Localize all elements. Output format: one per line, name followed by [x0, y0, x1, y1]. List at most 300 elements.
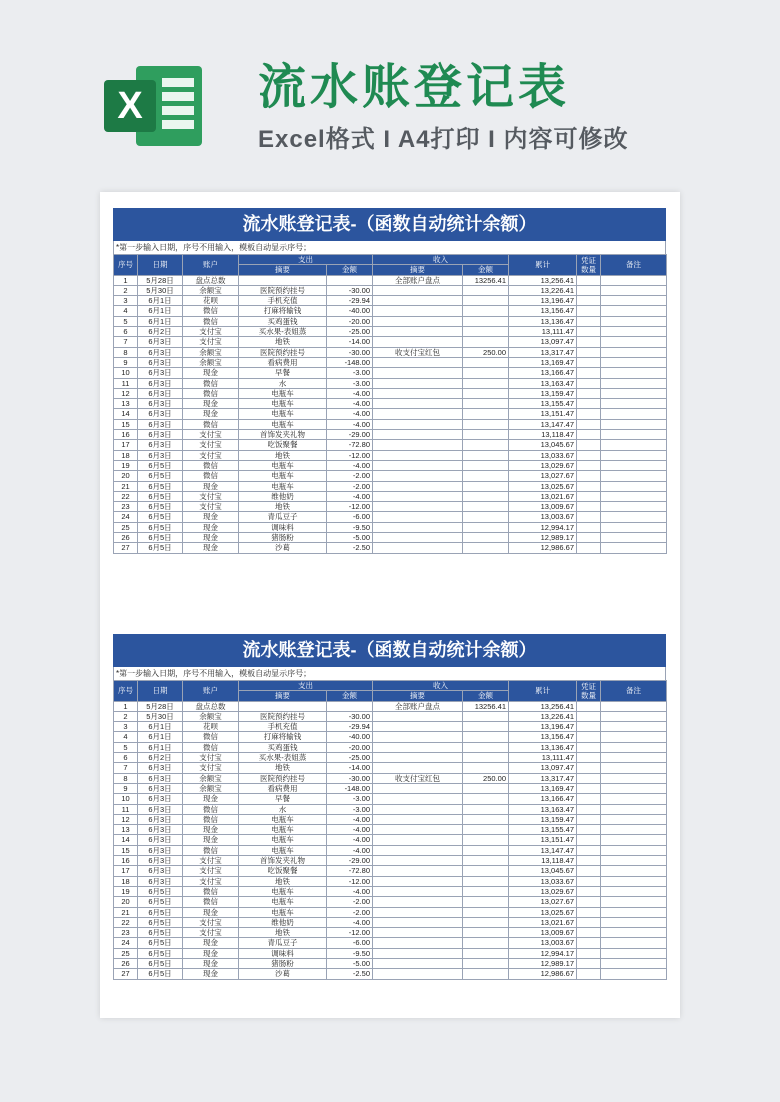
row-expense-amount: -4.00 [327, 409, 373, 419]
row-voucher [577, 471, 601, 481]
row-income-summary [373, 306, 463, 316]
row-expense-amount: -4.00 [327, 845, 373, 855]
row-voucher [577, 897, 601, 907]
table-row [114, 886, 667, 896]
row-income-summary [373, 481, 463, 491]
row-expense-amount: -40.00 [327, 306, 373, 316]
row-income-amount [463, 804, 509, 814]
row-remark [601, 357, 667, 367]
row-voucher [577, 773, 601, 783]
row-number: 11 [114, 378, 138, 388]
row-remark [601, 948, 667, 958]
row-balance: 13,155.47 [509, 399, 577, 409]
row-expense-amount: -20.00 [327, 742, 373, 752]
row-account: 支付宝 [183, 763, 239, 773]
row-number: 11 [114, 804, 138, 814]
row-income-summary [373, 491, 463, 501]
row-expense-amount: -3.00 [327, 794, 373, 804]
row-account: 余额宝 [183, 711, 239, 721]
row-expense-summary: 电瓶车 [239, 897, 327, 907]
row-expense-amount [327, 701, 373, 711]
row-remark [601, 533, 667, 543]
header-voucher [577, 681, 601, 702]
row-expense-summary: 首饰发夹礼物 [239, 856, 327, 866]
header-income-amount: 金额 [463, 691, 509, 701]
row-income-summary [373, 471, 463, 481]
row-voucher [577, 502, 601, 512]
row-account: 支付宝 [183, 337, 239, 347]
row-expense-amount: -148.00 [327, 783, 373, 793]
row-date: 6月1日 [138, 296, 183, 306]
row-expense-summary: 电瓶车 [239, 835, 327, 845]
row-remark [601, 804, 667, 814]
row-expense-amount: -4.00 [327, 388, 373, 398]
row-income-amount [463, 886, 509, 896]
row-remark [601, 388, 667, 398]
row-date: 6月5日 [138, 481, 183, 491]
header-voucher [577, 255, 601, 276]
header-account: 账户 [183, 255, 239, 276]
row-voucher [577, 917, 601, 927]
row-expense-amount: -29.00 [327, 430, 373, 440]
row-income-summary [373, 512, 463, 522]
row-balance: 13,033.67 [509, 450, 577, 460]
row-expense-summary: 电瓶车 [239, 907, 327, 917]
table-row [114, 928, 667, 938]
row-expense-summary: 青瓜豆子 [239, 512, 327, 522]
row-account: 微信 [183, 419, 239, 429]
row-voucher [577, 512, 601, 522]
row-income-summary: 全部账户盘点 [373, 701, 463, 711]
row-income-summary [373, 825, 463, 835]
row-number: 26 [114, 533, 138, 543]
row-balance: 13,151.47 [509, 835, 577, 845]
page-title: 流水账登记表 [258, 61, 571, 114]
row-expense-summary: 打麻将输钱 [239, 306, 327, 316]
row-voucher [577, 928, 601, 938]
row-income-summary [373, 763, 463, 773]
row-number: 24 [114, 938, 138, 948]
row-income-summary [373, 783, 463, 793]
row-date: 6月1日 [138, 722, 183, 732]
table-row [114, 522, 667, 532]
row-expense-summary: 地铁 [239, 502, 327, 512]
row-income-amount [463, 794, 509, 804]
row-balance: 13,118.47 [509, 856, 577, 866]
row-number: 23 [114, 502, 138, 512]
row-expense-amount: -6.00 [327, 938, 373, 948]
row-balance: 13,029.67 [509, 460, 577, 470]
row-expense-amount: -14.00 [327, 763, 373, 773]
row-date: 6月3日 [138, 347, 183, 357]
row-expense-summary: 医院预约挂号 [239, 773, 327, 783]
row-account: 支付宝 [183, 491, 239, 501]
row-remark [601, 440, 667, 450]
row-income-summary [373, 460, 463, 470]
row-remark [601, 814, 667, 824]
row-voucher [577, 430, 601, 440]
row-expense-summary: 水 [239, 804, 327, 814]
row-balance: 13,169.47 [509, 783, 577, 793]
row-account: 支付宝 [183, 753, 239, 763]
row-number: 26 [114, 959, 138, 969]
header-expense-summary: 摘要 [239, 265, 327, 275]
row-remark [601, 742, 667, 752]
row-account: 现金 [183, 907, 239, 917]
row-income-amount [463, 450, 509, 460]
row-expense-amount: -72.80 [327, 440, 373, 450]
table-row [114, 440, 667, 450]
row-income-amount [463, 357, 509, 367]
row-voucher [577, 419, 601, 429]
row-voucher [577, 316, 601, 326]
row-remark [601, 897, 667, 907]
row-number: 6 [114, 753, 138, 763]
row-voucher [577, 399, 601, 409]
row-account: 微信 [183, 814, 239, 824]
row-date: 6月5日 [138, 533, 183, 543]
header-income: 收入 [373, 255, 509, 265]
row-income-summary [373, 938, 463, 948]
row-number: 3 [114, 722, 138, 732]
row-balance: 13,021.67 [509, 491, 577, 501]
row-income-amount [463, 327, 509, 337]
row-expense-summary: 手机充值 [239, 296, 327, 306]
table-row [114, 907, 667, 917]
row-remark [601, 722, 667, 732]
sheet-note: *第一步输入日期，序号不用输入，模板自动显示序号； [113, 241, 666, 254]
row-voucher [577, 296, 601, 306]
row-balance: 13,317.47 [509, 347, 577, 357]
row-remark [601, 856, 667, 866]
header-expense-amount: 金额 [327, 265, 373, 275]
row-expense-amount: -2.00 [327, 907, 373, 917]
ledger-table [113, 254, 667, 554]
row-date: 6月3日 [138, 814, 183, 824]
row-number: 25 [114, 948, 138, 958]
row-remark [601, 275, 667, 285]
row-income-amount: 13256.41 [463, 701, 509, 711]
row-income-amount [463, 543, 509, 553]
row-date: 5月28日 [138, 701, 183, 711]
row-expense-amount: -9.50 [327, 522, 373, 532]
row-expense-amount: -29.00 [327, 856, 373, 866]
row-voucher [577, 711, 601, 721]
row-income-summary [373, 856, 463, 866]
row-expense-summary: 电瓶车 [239, 886, 327, 896]
row-account: 盘点总数 [183, 701, 239, 711]
header-income-amount: 金额 [463, 265, 509, 275]
table-row [114, 794, 667, 804]
page-subtitle: Excel格式 I A4打印 I 内容可修改 [258, 126, 629, 153]
row-account: 支付宝 [183, 327, 239, 337]
row-remark [601, 866, 667, 876]
header-date: 日期 [138, 681, 183, 702]
header-income-summary: 摘要 [373, 691, 463, 701]
table-row [114, 460, 667, 470]
row-remark [601, 753, 667, 763]
row-voucher [577, 481, 601, 491]
row-income-summary [373, 337, 463, 347]
row-expense-amount: -3.00 [327, 804, 373, 814]
row-income-amount [463, 368, 509, 378]
table-row [114, 481, 667, 491]
row-expense-amount: -4.00 [327, 814, 373, 824]
row-account: 支付宝 [183, 876, 239, 886]
row-date: 6月2日 [138, 327, 183, 337]
row-number: 24 [114, 512, 138, 522]
row-income-amount [463, 907, 509, 917]
row-account: 现金 [183, 409, 239, 419]
row-income-amount [463, 722, 509, 732]
row-expense-amount: -25.00 [327, 327, 373, 337]
row-date: 6月3日 [138, 337, 183, 347]
row-expense-amount: -72.80 [327, 866, 373, 876]
row-remark [601, 876, 667, 886]
row-income-summary: 全部账户盘点 [373, 275, 463, 285]
row-balance: 13,003.67 [509, 938, 577, 948]
row-balance: 12,986.67 [509, 543, 577, 553]
row-voucher [577, 959, 601, 969]
row-number: 17 [114, 440, 138, 450]
row-number: 9 [114, 783, 138, 793]
row-date: 6月5日 [138, 543, 183, 553]
row-number: 21 [114, 481, 138, 491]
table-row [114, 773, 667, 783]
row-date: 6月5日 [138, 928, 183, 938]
row-date: 6月3日 [138, 804, 183, 814]
row-number: 15 [114, 419, 138, 429]
row-number: 25 [114, 522, 138, 532]
table-row [114, 275, 667, 285]
row-expense-amount: -4.00 [327, 419, 373, 429]
row-account: 花呗 [183, 296, 239, 306]
row-expense-amount: -4.00 [327, 399, 373, 409]
row-voucher [577, 275, 601, 285]
row-account: 微信 [183, 316, 239, 326]
row-number: 16 [114, 856, 138, 866]
row-expense-amount: -3.00 [327, 368, 373, 378]
row-voucher [577, 814, 601, 824]
row-income-amount [463, 409, 509, 419]
row-account: 现金 [183, 959, 239, 969]
row-balance: 13,147.47 [509, 845, 577, 855]
row-income-summary [373, 357, 463, 367]
row-date: 6月3日 [138, 845, 183, 855]
row-date: 6月3日 [138, 409, 183, 419]
row-number: 2 [114, 711, 138, 721]
row-income-summary [373, 907, 463, 917]
row-number: 4 [114, 306, 138, 316]
row-income-summary [373, 440, 463, 450]
row-expense-amount: -2.00 [327, 481, 373, 491]
row-voucher [577, 876, 601, 886]
header-income: 收入 [373, 681, 509, 691]
table-row [114, 753, 667, 763]
row-date: 6月5日 [138, 938, 183, 948]
row-income-summary [373, 928, 463, 938]
row-balance: 13,045.67 [509, 440, 577, 450]
row-income-amount [463, 845, 509, 855]
row-account: 支付宝 [183, 440, 239, 450]
row-expense-summary: 买水果-表姐蒸 [239, 327, 327, 337]
table-row [114, 825, 667, 835]
row-income-amount: 250.00 [463, 773, 509, 783]
row-date: 6月1日 [138, 742, 183, 752]
row-account: 现金 [183, 399, 239, 409]
row-voucher [577, 522, 601, 532]
row-balance: 13,029.67 [509, 886, 577, 896]
row-remark [601, 502, 667, 512]
row-number: 4 [114, 732, 138, 742]
row-number: 16 [114, 430, 138, 440]
row-expense-amount: -2.50 [327, 543, 373, 553]
row-date: 6月5日 [138, 502, 183, 512]
svg-text:X: X [117, 85, 143, 127]
row-expense-summary: 早餐 [239, 794, 327, 804]
row-balance: 13,155.47 [509, 825, 577, 835]
row-account: 微信 [183, 804, 239, 814]
row-income-amount [463, 959, 509, 969]
row-balance: 13,009.67 [509, 928, 577, 938]
row-remark [601, 825, 667, 835]
row-income-summary [373, 327, 463, 337]
row-account: 现金 [183, 481, 239, 491]
row-balance: 13,226.41 [509, 285, 577, 295]
row-voucher [577, 969, 601, 979]
row-expense-summary: 电瓶车 [239, 845, 327, 855]
row-income-amount [463, 928, 509, 938]
table-row [114, 866, 667, 876]
row-balance: 12,989.17 [509, 959, 577, 969]
table-row [114, 835, 667, 845]
header-expense: 支出 [239, 681, 373, 691]
row-income-summary [373, 285, 463, 295]
row-date: 6月3日 [138, 388, 183, 398]
row-expense-amount: -5.00 [327, 959, 373, 969]
row-expense-summary: 调味料 [239, 948, 327, 958]
table-row [114, 491, 667, 501]
row-date: 6月3日 [138, 825, 183, 835]
row-expense-summary: 水 [239, 378, 327, 388]
row-income-summary: 收支付宝红包 [373, 347, 463, 357]
row-date: 5月30日 [138, 285, 183, 295]
row-expense-summary: 吃饭聚餐 [239, 440, 327, 450]
row-date: 6月3日 [138, 763, 183, 773]
row-date: 6月3日 [138, 876, 183, 886]
row-account: 现金 [183, 512, 239, 522]
row-remark [601, 337, 667, 347]
table-row [114, 959, 667, 969]
row-income-amount [463, 742, 509, 752]
row-voucher [577, 409, 601, 419]
row-balance: 12,994.17 [509, 522, 577, 532]
header-voucher-label: 凭证 [581, 255, 596, 265]
row-income-amount [463, 732, 509, 742]
row-remark [601, 430, 667, 440]
row-expense-summary: 电瓶车 [239, 814, 327, 824]
table-row [114, 711, 667, 721]
row-balance: 13,025.67 [509, 907, 577, 917]
row-income-amount [463, 856, 509, 866]
row-income-amount [463, 522, 509, 532]
row-income-amount [463, 502, 509, 512]
table-row [114, 368, 667, 378]
row-number: 19 [114, 886, 138, 896]
row-balance: 13,021.67 [509, 917, 577, 927]
row-remark [601, 491, 667, 501]
row-number: 14 [114, 409, 138, 419]
row-balance: 13,097.47 [509, 337, 577, 347]
header-account: 账户 [183, 681, 239, 702]
row-expense-summary [239, 701, 327, 711]
row-account: 余额宝 [183, 773, 239, 783]
table-row [114, 419, 667, 429]
row-voucher [577, 440, 601, 450]
row-expense-summary: 沙葛 [239, 969, 327, 979]
table-row [114, 938, 667, 948]
header-balance: 累计 [509, 681, 577, 702]
row-income-summary [373, 876, 463, 886]
row-date: 6月5日 [138, 948, 183, 958]
row-number: 20 [114, 471, 138, 481]
row-account: 微信 [183, 845, 239, 855]
row-date: 6月3日 [138, 440, 183, 450]
row-income-amount [463, 481, 509, 491]
row-remark [601, 938, 667, 948]
row-balance: 13,027.67 [509, 471, 577, 481]
row-voucher [577, 856, 601, 866]
row-expense-summary: 地铁 [239, 763, 327, 773]
row-date: 6月3日 [138, 419, 183, 429]
row-income-summary [373, 522, 463, 532]
row-account: 微信 [183, 460, 239, 470]
row-expense-amount: -4.00 [327, 491, 373, 501]
row-voucher [577, 347, 601, 357]
header-voucher-count: 数量 [581, 264, 596, 274]
row-number: 23 [114, 928, 138, 938]
row-income-summary [373, 814, 463, 824]
row-income-amount [463, 533, 509, 543]
row-expense-summary: 买鸡蛋钱 [239, 742, 327, 752]
row-balance: 12,994.17 [509, 948, 577, 958]
row-date: 6月5日 [138, 959, 183, 969]
row-balance: 12,989.17 [509, 533, 577, 543]
row-voucher [577, 825, 601, 835]
row-date: 6月3日 [138, 399, 183, 409]
row-expense-summary: 地铁 [239, 337, 327, 347]
row-voucher [577, 804, 601, 814]
row-account: 支付宝 [183, 430, 239, 440]
row-remark [601, 316, 667, 326]
row-income-summary [373, 917, 463, 927]
table-row [114, 512, 667, 522]
row-voucher [577, 368, 601, 378]
row-income-amount [463, 938, 509, 948]
row-balance: 13,256.41 [509, 701, 577, 711]
row-voucher [577, 460, 601, 470]
row-account: 支付宝 [183, 450, 239, 460]
row-expense-amount: -12.00 [327, 876, 373, 886]
row-voucher [577, 866, 601, 876]
row-remark [601, 450, 667, 460]
row-income-summary: 收支付宝红包 [373, 773, 463, 783]
row-balance: 13,156.47 [509, 732, 577, 742]
sheet-note: *第一步输入日期，序号不用输入，模板自动显示序号； [113, 667, 666, 680]
row-date: 5月30日 [138, 711, 183, 721]
row-remark [601, 327, 667, 337]
row-expense-summary: 首饰发夹礼物 [239, 430, 327, 440]
